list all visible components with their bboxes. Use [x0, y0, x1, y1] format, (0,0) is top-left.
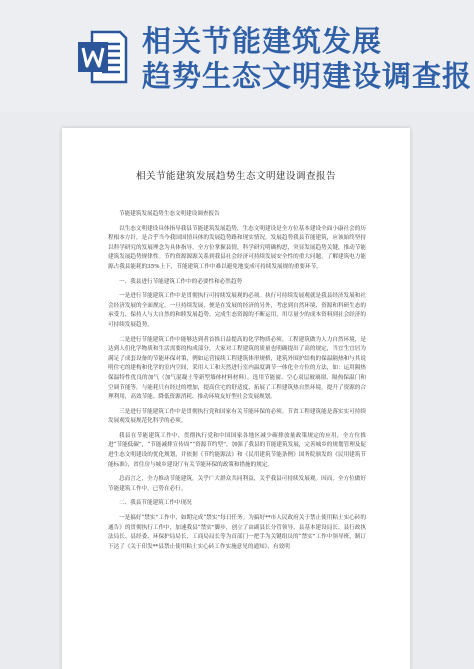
document-title: 相关节能建筑发展趋势生态文明建设调查报告 — [135, 171, 336, 182]
banner-title-line-1: 相关节能建筑发展 — [142, 24, 383, 58]
body-paragraph: 一是搞好“禁实”工作中，如期完成“禁实”每日任务。为搞好**市人民政府关于禁止使用粘土实心砖的通告》的贯彻执行工作中，加速我县“禁实”脚步，创立了由副县长分管领导、县基本建设局长、县行政执法局长、县经委、环保护局局长、工商局局长等为首部门一把手为关键组员的“禁实”工作中领导班，制订下达了《关于印发**县禁止使用粘土实心砖工作实施意见的通知》，有效明 — [108, 515, 366, 550]
body-paragraph: 节能建筑发展趋势生态文明建设调查报告 — [119, 211, 220, 217]
section-heading: 二、我县节能建筑工作中现况 — [119, 500, 192, 507]
body-paragraph: 三是进行节能建筑工作中是贯彻执行党和国家有关节能环保的必须。节省工程建筑能是落实实可持续发展观发展规范化科学的必须。 — [108, 408, 366, 425]
body-paragraph: 我县在节能建筑工作中，贯彻执行党和中国国家各地区减少碳排放量政策规定的应用，全方位推进“节能低碳”，“节能减排宣传周”“资源节约型”，加强了我县的节能建筑发展，完善城乡的规划管理及促进生态文明建设的优化规划，并依据《节约能源法》和《民用建筑节能条例》国务院颁发的《民用建筑节能标准》，省住房与城乡建设厅有关节能环保的政策和措施的规定。 — [108, 432, 366, 468]
word-document-icon — [78, 30, 128, 84]
document-page — [62, 128, 410, 669]
document-body — [108, 210, 366, 557]
body-paragraph: 以生态文明建设具体指导我县节能建筑发展趋势，生态文明建设是全方位基本建设全面小康社会的历程根本方针，是合乎当今我国国情具体的发展趋势路和现实情况，发展趋势我县节能建筑，应该始终坚持以科学研究的发展理念为具体指导，全方位掌握县情，科学研究明确构思，突显发展趋势关键，推动节能建筑发展趋势规律性。节约资源源源关系到我县社会经济可持续发展安全性的重大问题，了解建筑电力能源占我县能耗的35%上下，节能建筑工作中难以避免地变成可持续发展规的重要环节。 — [108, 225, 366, 270]
body-paragraph: 一是进行节能建筑工作中是贯彻执行可持续发展观的必须。执行可持续发展观就是我县经济发展和社会经济发展的全面规定，一旦持续发展，便是在发展的经济的另外，考虑到自然环境、资源和科研生态的承受力，保持人与大自然的和睦发展趋势，完成生态资源的不断运用，用尽量少的成本资料到社会经济的可持续发展趋势。 — [108, 293, 366, 328]
banner-title-line-2: 趋势生态文明建设调查报 — [142, 59, 473, 93]
banner-title — [142, 24, 474, 94]
banner — [0, 0, 474, 112]
body-paragraph: 总而言之，全力推动节能建筑，关乎广大群众共同利益，关乎我县可持续发展观。因而，全方位做好节能建筑工作中，已势在必行。 — [108, 476, 366, 492]
section-heading: 一、我县进行节能建筑工作中的必要性和必然趋势 — [119, 278, 243, 285]
body-paragraph: 二是进行节能建筑工作中能够达到者首推日益提高的化学物质必须。工程建筑做为人力自然环境，是达到人们化学物质和生活需要的构成部分，大家对工程建筑的质量也明确提出了高的规定，当宜生宜居为满足了成套设备的节能环保对策，例如运营接续工程建筑体形规格，建筑外围护结构的保温隔热和与其说明住宅的建构和化学的室内空间，采用人工和天然进行室内温度调节一体化全方位的方法，如：运用隔热保温特性优良的加气（加气混凝土等新型墙体材料材料），选用节能窗、空心双层玻璃窗、隔热保温门和空调节能等，与能耗只有经过的增加，提高住宅的舒适度，拓展了工程建筑热自然环境，提升了资源的合理利用，高效节能、降低资源消耗、推动环境友好型社会发展规划。 — [108, 336, 366, 401]
